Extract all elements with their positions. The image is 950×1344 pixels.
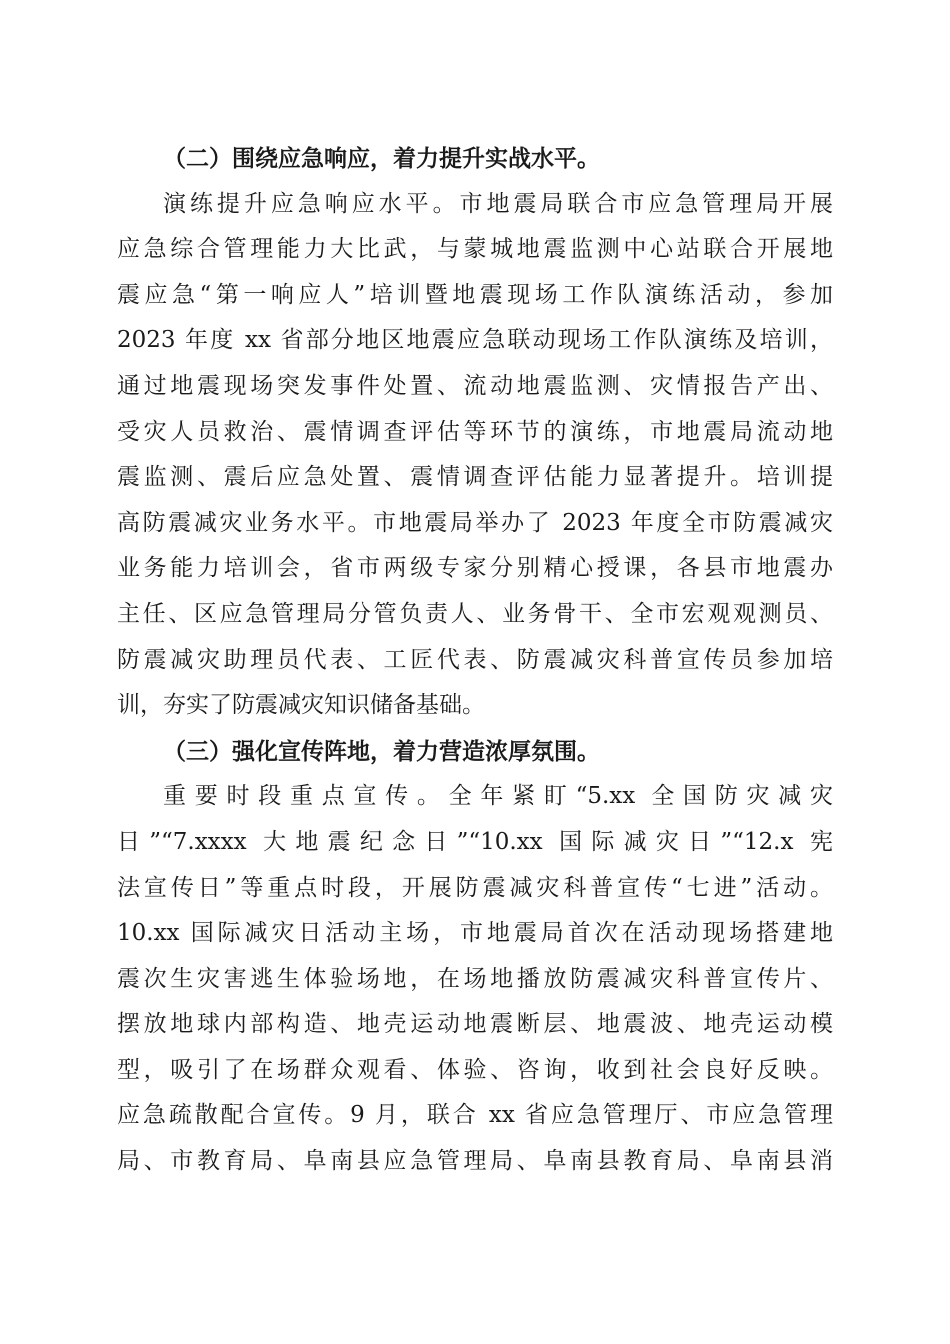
- paragraph-line: 日”“7.xxxx 大地震纪念日”“10.xx 国际减灾日”“12.x 宪: [117, 828, 833, 855]
- paragraph-line: 主任、区应急管理局分管负责人、业务骨干、全市宏观观测员、: [117, 600, 833, 627]
- paragraph-line: 震应急“第一响应人”培训暨地震现场工作队演练活动，参加: [117, 281, 833, 308]
- paragraph-line: 高防震减灾业务水平。市地震局举办了 2023 年度全市防震减灾: [117, 509, 833, 536]
- paragraph-line: 受灾人员救治、震情调查评估等环节的演练，市地震局流动地: [117, 418, 833, 445]
- section-heading-3: （三）强化宣传阵地，着力营造浓厚氛围。: [163, 737, 600, 765]
- paragraph-line: 震监测、震后应急处置、震情调查评估能力显著提升。培训提: [117, 464, 833, 491]
- section-heading-2: （二）围绕应急响应，着力提升实战水平。: [163, 145, 600, 172]
- paragraph-line: 型，吸引了在场群众观看、体验、咨询，收到社会良好反映。: [117, 1056, 833, 1083]
- paragraph-line: 10.xx 国际减灾日活动主场，市地震局首次在活动现场搭建地: [117, 920, 833, 947]
- paragraph-line: 法宣传日”等重点时段，开展防震减灾科普宣传“七进”活动。: [117, 874, 833, 901]
- paragraph-line: 局、市教育局、阜南县应急管理局、阜南县教育局、阜南县消: [117, 1148, 833, 1175]
- paragraph-line: 业务能力培训会，省市两级专家分别精心授课，各县市地震办: [117, 555, 833, 582]
- paragraph-line: 震次生灾害逃生体验场地，在场地播放防震减灾科普宣传片、: [117, 965, 833, 992]
- paragraph-line: 重要时段重点宣传。全年紧盯“5.xx 全国防灾减灾: [163, 783, 833, 810]
- paragraph-line: 防震减灾助理员代表、工匠代表、防震减灾科普宣传员参加培: [117, 646, 833, 673]
- paragraph-line: 摆放地球内部构造、地壳运动地震断层、地震波、地壳运动模: [117, 1011, 833, 1038]
- paragraph-line: 应急疏散配合宣传。9 月，联合 xx 省应急管理厅、市应急管理: [117, 1102, 833, 1129]
- paragraph-line: 演练提升应急响应水平。市地震局联合市应急管理局开展: [163, 190, 833, 217]
- paragraph-line: 应急综合管理能力大比武，与蒙城地震监测中心站联合开展地: [117, 236, 833, 263]
- paragraph-line: 训，夯实了防震减灾知识储备基础。: [117, 692, 485, 719]
- document-body: [117, 136, 833, 1185]
- paragraph-line: 通过地震现场突发事件处置、流动地震监测、灾情报告产出、: [117, 372, 833, 399]
- paragraph-line: 2023 年度 xx 省部分地区地震应急联动现场工作队演练及培训，: [117, 327, 833, 354]
